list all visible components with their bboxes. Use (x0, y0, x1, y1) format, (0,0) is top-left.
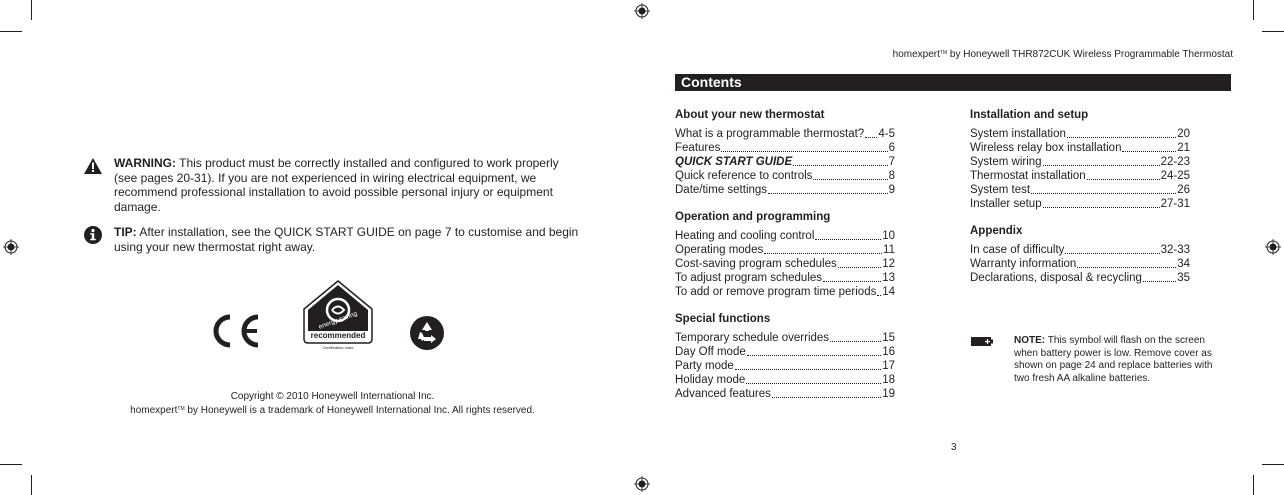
toc-section-heading: Installation and setup (970, 109, 1089, 121)
toc-entry-title: System test (970, 184, 1031, 196)
toc-entry-title: Quick reference to controls (675, 170, 813, 182)
toc-entry[interactable] (675, 285, 895, 299)
toc-entry-title: Operating modes (675, 244, 764, 256)
toc-leader-dots (1043, 162, 1160, 166)
toc-entry[interactable] (675, 373, 895, 387)
toc-section (970, 224, 1190, 285)
toc-entry-page: 27-31 (1160, 198, 1190, 210)
toc-entry-page: 35 (1177, 272, 1190, 284)
toc-column-right (970, 108, 1190, 298)
crop-mark (1253, 0, 1254, 20)
toc-leader-dots (747, 352, 881, 356)
toc-entry[interactable] (675, 345, 895, 359)
toc-entry-title: Warranty information (970, 258, 1077, 270)
toc-entry-page: 32-33 (1160, 244, 1190, 256)
toc-entry[interactable] (970, 271, 1190, 285)
tip-body: After installation, see the QUICK START GUIDE on page 7 to customise and begin using your new thermostat right away. (114, 225, 579, 254)
toc-entry[interactable] (675, 387, 895, 401)
toc-entry-title: Party mode (675, 360, 734, 372)
toc-leader-dots (1077, 264, 1176, 268)
toc-entry-title: Holiday mode (675, 374, 746, 386)
toc-leader-dots (877, 292, 881, 296)
toc-entry-page: 12 (882, 258, 895, 270)
trademark-symbol: TM (177, 406, 185, 412)
tip-text (114, 225, 584, 254)
toc-entry-page: 9 (888, 184, 895, 196)
toc-leader-dots (830, 338, 881, 342)
registration-mark-icon (634, 3, 650, 19)
toc-leader-dots (823, 278, 881, 282)
battery-icon (971, 337, 993, 346)
crop-mark (31, 475, 32, 495)
toc-entry-page: 15 (882, 332, 895, 344)
copyright-block (120, 390, 545, 417)
toc-entry-page: 20 (1177, 128, 1190, 140)
toc-section (970, 108, 1190, 211)
toc-entry[interactable] (675, 169, 895, 183)
page-header (893, 49, 1233, 60)
toc-entry-title: In case of difficulty (970, 244, 1065, 256)
toc-entry-title: System installation (970, 128, 1066, 140)
info-icon (84, 226, 102, 244)
toc-entry-title: Installer setup (970, 198, 1042, 210)
toc-entry[interactable] (675, 141, 895, 155)
warning-triangle-icon (84, 158, 102, 174)
toc-leader-dots (1143, 278, 1176, 282)
toc-section (675, 210, 895, 299)
toc-entry[interactable] (675, 271, 895, 285)
contents-title: Contents (681, 74, 742, 90)
ce-mark-logo (211, 313, 263, 349)
toc-entry-page: 18 (882, 374, 895, 386)
trademark-line (120, 403, 545, 417)
toc-entry[interactable] (675, 229, 895, 243)
toc-entry-title: Temporary schedule overrides (675, 332, 830, 344)
toc-entry-page: 26 (1177, 184, 1190, 196)
toc-column-left (675, 108, 895, 414)
toc-entry[interactable] (675, 243, 895, 257)
toc-leader-dots (764, 250, 882, 254)
toc-entry-page: 22-23 (1160, 156, 1190, 168)
brand-name: homexpert (130, 405, 178, 416)
toc-entry[interactable] (675, 331, 895, 345)
toc-section (675, 312, 895, 401)
toc-entry[interactable] (970, 169, 1190, 183)
toc-entry-title: To adjust program schedules (675, 272, 823, 284)
toc-entry-page: 19 (882, 388, 895, 400)
toc-entry[interactable] (675, 155, 895, 169)
toc-leader-dots (735, 366, 881, 370)
toc-entry[interactable] (970, 257, 1190, 271)
toc-entry-title: QUICK START GUIDE (675, 156, 793, 168)
toc-entry[interactable] (970, 155, 1190, 169)
certification-mark-text: Certification mark (322, 345, 354, 350)
toc-entry-page: 4-5 (878, 128, 895, 140)
toc-leader-dots (815, 236, 881, 240)
registration-mark-icon (634, 476, 650, 492)
toc-leader-dots (1087, 176, 1160, 180)
crop-mark (0, 464, 22, 465)
toc-leader-dots (838, 264, 881, 268)
toc-entry-page: 17 (882, 360, 895, 372)
toc-entry[interactable] (970, 197, 1190, 211)
crop-mark (1262, 31, 1284, 32)
contents-title-bar (675, 74, 1231, 91)
toc-section-heading: Special functions (675, 313, 771, 325)
toc-entry-page: 21 (1177, 142, 1190, 154)
toc-entry[interactable] (970, 243, 1190, 257)
toc-entry-title: Date/time settings (675, 184, 768, 196)
toc-leader-dots (1122, 148, 1176, 152)
toc-entry-title: Heating and cooling control (675, 230, 815, 242)
toc-section-heading: Appendix (970, 225, 1023, 237)
registration-mark-icon (3, 239, 19, 255)
header-brand: homexpert (892, 49, 940, 60)
toc-entry-title: Declarations, disposal & recycling (970, 272, 1142, 284)
toc-entry-page: 6 (888, 142, 895, 154)
toc-leader-dots (721, 148, 887, 152)
crop-mark (1262, 464, 1284, 465)
recommended-text: recommended (310, 331, 366, 340)
toc-entry-page: 13 (882, 272, 895, 284)
toc-entry-title: What is a programmable thermostat? (675, 128, 865, 140)
toc-section-heading: Operation and programming (675, 211, 831, 223)
trademark-text: by Honeywell is a trademark of Honeywell International Inc. All rights reserved. (184, 405, 535, 416)
recycle-icon (409, 315, 445, 351)
toc-entry-page: 7 (888, 156, 895, 168)
toc-leader-dots (813, 176, 887, 180)
toc-entry-title: Thermostat installation (970, 170, 1086, 182)
toc-entry-page: 10 (882, 230, 895, 242)
toc-entry[interactable] (675, 359, 895, 373)
toc-entry[interactable] (970, 127, 1190, 141)
toc-leader-dots (865, 134, 877, 138)
page-number: 3 (951, 442, 957, 453)
copyright-line: Copyright © 2010 Honeywell International Inc. (230, 391, 435, 402)
toc-leader-dots (746, 380, 881, 384)
toc-section-heading: About your new thermostat (675, 109, 825, 121)
crop-mark (31, 0, 32, 20)
toc-entry-title: To add or remove program time periods (675, 286, 877, 298)
toc-leader-dots (772, 394, 881, 398)
energy-saving-text: energy saving (317, 310, 359, 331)
warning-label: WARNING: (114, 156, 176, 170)
toc-entry-title: Day Off mode (675, 346, 746, 358)
header-product-title: by Honeywell THR872CUK Wireless Programmable Thermostat (947, 49, 1233, 60)
toc-leader-dots (793, 162, 887, 166)
crop-mark (1253, 475, 1254, 495)
toc-entry-page: 8 (888, 170, 895, 182)
toc-entry[interactable] (675, 257, 895, 271)
toc-entry[interactable] (675, 183, 895, 197)
registration-mark-icon (1265, 239, 1281, 255)
toc-entry-title: Features (675, 142, 721, 154)
warning-body: This product must be correctly installed and configured to work properly (see pages 20-31). If you are not experienced in wiring electrical equipment, we recommend professional installation to avoid possible personal injury or equipment damage. (114, 156, 559, 214)
toc-leader-dots (1031, 190, 1176, 194)
toc-entry-page: 11 (883, 244, 895, 256)
toc-entry-page: 24-25 (1160, 170, 1190, 182)
toc-entry-title: System wiring (970, 156, 1042, 168)
toc-entry-title: Wireless relay box installation (970, 142, 1122, 154)
toc-entry-page: 34 (1177, 258, 1190, 270)
crop-mark (0, 31, 22, 32)
toc-entry-title: Advanced features (675, 388, 771, 400)
note-label: NOTE: (1014, 335, 1046, 346)
battery-note (1014, 335, 1224, 385)
toc-leader-dots (1065, 250, 1159, 254)
header-trademark: TM (939, 50, 948, 56)
note-body: This symbol will flash on the screen when battery power is low. Remove cover as shown on page 24 and replace batteries with two fresh AA alkaline batteries. (1014, 335, 1213, 384)
toc-entry-page: 14 (882, 286, 895, 298)
toc-section (675, 108, 895, 197)
toc-entry-page: 16 (882, 346, 895, 358)
toc-entry[interactable] (675, 127, 895, 141)
toc-entry[interactable] (970, 141, 1190, 155)
tip-label: TIP: (114, 225, 137, 239)
energy-saving-logo (302, 279, 374, 354)
toc-leader-dots (1043, 204, 1160, 208)
toc-leader-dots (768, 190, 888, 194)
warning-text (114, 156, 584, 214)
toc-entry[interactable] (970, 183, 1190, 197)
toc-entry-title: Cost-saving program schedules (675, 258, 837, 270)
toc-leader-dots (1067, 134, 1176, 138)
